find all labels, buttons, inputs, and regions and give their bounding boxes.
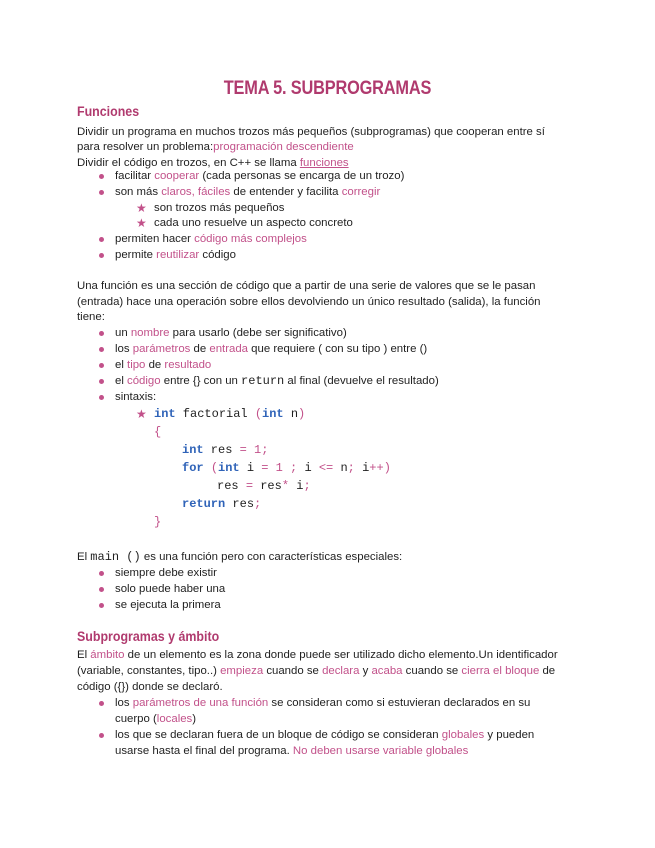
code-span: return xyxy=(241,374,285,388)
highlight-span: código más complejos xyxy=(194,233,307,245)
highlight-span: resultado xyxy=(164,359,212,371)
code-keyword: return xyxy=(182,497,226,511)
text-span: un xyxy=(115,327,131,339)
text-span: el xyxy=(115,359,128,371)
code-line xyxy=(217,479,311,494)
code-number: 1 xyxy=(275,461,283,475)
code-punct: { xyxy=(154,425,162,439)
list-item xyxy=(115,232,307,247)
bullet-icon xyxy=(99,395,104,400)
code-keyword: for xyxy=(182,461,204,475)
text-span: y pueden xyxy=(484,729,535,741)
highlight-span: corregir xyxy=(341,186,381,198)
highlight-span: reutilizar xyxy=(156,249,200,261)
text-span: es una función pero con características especiales: xyxy=(140,551,403,563)
highlight-span: código xyxy=(127,375,161,387)
list-item xyxy=(115,185,380,200)
list-item xyxy=(115,696,530,711)
highlight-span: cierra el bloque xyxy=(461,665,540,677)
highlight-span: entrada xyxy=(209,343,248,355)
highlight-span: locales xyxy=(156,713,193,725)
star-bullet-icon: ★ xyxy=(136,216,147,230)
code-punct: ( xyxy=(210,461,219,475)
code-line xyxy=(154,407,305,422)
text-span: (variable, constantes, tipo..) xyxy=(77,665,221,677)
bullet-icon xyxy=(99,174,104,179)
code-token: i xyxy=(354,461,370,475)
section-heading-subprogramas: Subprogramas y ámbito xyxy=(77,629,220,644)
text-span: de un elemento es la zona donde puede ser utilizado dicho elemento.Un identificador xyxy=(124,649,558,661)
paragraph-line: código ({}) donde se declaró. xyxy=(77,681,223,693)
text-span: el xyxy=(115,375,128,387)
code-token: i xyxy=(289,479,304,493)
code-punct: } xyxy=(154,515,162,529)
bullet-icon xyxy=(99,237,104,242)
list-item xyxy=(115,358,211,373)
text-span: El xyxy=(77,551,91,563)
highlight-span: empieza xyxy=(220,665,264,677)
code-token: res xyxy=(217,479,246,493)
paragraph-line: Una función es una sección de código que a partir de una serie de valores que se le pasan xyxy=(77,280,536,292)
code-token: i xyxy=(239,461,262,475)
code-punct: ; xyxy=(261,443,269,457)
paragraph-line xyxy=(77,550,402,565)
bullet-icon xyxy=(99,701,104,706)
list-item: solo puede haber una xyxy=(115,583,226,595)
code-token xyxy=(204,461,211,475)
list-item xyxy=(115,342,427,357)
code-token xyxy=(247,443,254,457)
code-punct: ; xyxy=(290,461,298,475)
text-span: entre {} con un xyxy=(160,375,242,387)
bullet-icon xyxy=(99,363,104,368)
text-span: los que se declaran fuera de un bloque de código se consideran xyxy=(115,729,442,741)
text-span: código xyxy=(199,249,236,261)
paragraph-line: Dividir un programa en muchos trozos más pequeños (subprogramas) que cooperan entre sí xyxy=(77,126,545,138)
code-keyword: int xyxy=(154,407,176,421)
bullet-icon xyxy=(99,190,104,195)
highlight-span: programación descendiente xyxy=(213,141,354,153)
code-token: res xyxy=(225,497,255,511)
text-span: de xyxy=(190,343,210,355)
list-item: sintaxis: xyxy=(115,391,157,403)
code-operator: * xyxy=(281,479,290,493)
code-punct: ) xyxy=(383,461,391,475)
code-keyword: int xyxy=(218,461,240,475)
text-span: (cada personas se encarga de un trozo) xyxy=(199,170,405,182)
code-operator: <= xyxy=(318,461,334,475)
text-span: para usarlo (debe ser significativo) xyxy=(169,327,347,339)
code-token xyxy=(268,461,275,475)
bullet-icon xyxy=(99,331,104,336)
bullet-icon xyxy=(99,253,104,258)
paragraph-line: (entrada) hace una operación sobre ellos devolviendo un único resultado (salida), la función xyxy=(77,296,541,308)
bullet-icon xyxy=(99,347,104,352)
code-line xyxy=(182,443,268,458)
highlight-span: nombre xyxy=(130,327,170,339)
list-item xyxy=(115,374,439,389)
list-item: siempre debe existir xyxy=(115,567,217,579)
code-line xyxy=(182,497,261,512)
code-keyword: int xyxy=(262,407,284,421)
code-operator: = xyxy=(245,479,254,493)
paragraph-line: tiene: xyxy=(77,311,105,323)
text-span: cuerpo ( xyxy=(115,713,157,725)
bullet-icon xyxy=(99,603,104,608)
text-span: de xyxy=(145,359,165,371)
text-span: que requiere ( con su tipo ) entre () xyxy=(248,343,428,355)
text-span: permiten hacer xyxy=(115,233,195,245)
code-token: i xyxy=(297,461,319,475)
text-span: usarse hasta el final del programa. xyxy=(115,745,293,757)
code-token: factorial xyxy=(175,407,255,421)
paragraph-line xyxy=(77,648,558,663)
list-item-continuation xyxy=(115,712,196,727)
code-number: 1 xyxy=(254,443,262,457)
text-span: facilitar xyxy=(115,170,155,182)
link-funciones[interactable]: funciones xyxy=(299,157,349,169)
text-span: los xyxy=(115,343,133,355)
code-token: n xyxy=(333,461,348,475)
code-keyword: int xyxy=(182,443,204,457)
star-bullet-icon: ★ xyxy=(136,201,147,215)
text-span: y xyxy=(359,665,372,677)
code-line xyxy=(154,425,161,440)
highlight-span: tipo xyxy=(127,359,146,371)
code-line xyxy=(182,461,391,476)
highlight-span: parámetros de una función xyxy=(132,697,269,709)
code-line xyxy=(154,515,161,530)
highlight-span: ámbito xyxy=(90,649,125,661)
bullet-icon xyxy=(99,379,104,384)
page-title: TEMA 5. SUBPROGRAMAS xyxy=(223,78,432,99)
list-item: se ejecuta la primera xyxy=(115,599,221,611)
code-punct: ; xyxy=(347,461,355,475)
paragraph-line xyxy=(77,664,555,679)
paragraph-line xyxy=(77,140,354,155)
highlight-span: claros, fáciles xyxy=(161,186,231,198)
code-punct: ) xyxy=(298,407,306,421)
text-span: se consideran como si estuvieran declarados en su xyxy=(268,697,531,709)
highlight-span: cooperar xyxy=(154,170,200,182)
text-span: El xyxy=(77,649,91,661)
text-span: los xyxy=(115,697,133,709)
code-token: res xyxy=(203,443,240,457)
text-span: permite xyxy=(115,249,157,261)
code-token: n xyxy=(283,407,299,421)
list-item xyxy=(115,728,534,743)
highlight-span: declara xyxy=(322,665,360,677)
highlight-span: parámetros xyxy=(132,343,191,355)
code-punct: ; xyxy=(303,479,311,493)
list-item xyxy=(115,326,347,341)
highlight-span: No deben usarse variable globales xyxy=(292,745,469,757)
code-token: res xyxy=(253,479,282,493)
code-punct: ; xyxy=(254,497,262,511)
sub-list-item: cada uno resuelve un aspecto concreto xyxy=(154,217,353,229)
sub-list-item: son trozos más pequeños xyxy=(154,202,285,214)
text-span: ) xyxy=(192,713,197,725)
code-operator: ++ xyxy=(369,461,384,475)
bullet-icon xyxy=(99,571,104,576)
list-item xyxy=(115,169,404,184)
code-token xyxy=(283,461,290,475)
code-operator: = xyxy=(239,443,247,457)
list-item-continuation xyxy=(115,744,468,759)
highlight-span: globales xyxy=(441,729,485,741)
text-span: de entender y facilita xyxy=(230,186,342,198)
star-bullet-icon: ★ xyxy=(136,407,147,421)
code-span: main () xyxy=(90,550,141,564)
bullet-icon xyxy=(99,587,104,592)
code-operator: = xyxy=(261,461,269,475)
text-span: cuando se xyxy=(402,665,462,677)
text-span: son más xyxy=(115,186,162,198)
bullet-icon xyxy=(99,733,104,738)
text-span: para resolver un problema: xyxy=(77,141,214,153)
text-span: al final (devuelve el resultado) xyxy=(284,375,439,387)
text-span: de xyxy=(539,665,556,677)
text-span: cuando se xyxy=(263,665,323,677)
section-heading-funciones: Funciones xyxy=(77,104,140,119)
highlight-span: acaba xyxy=(371,665,403,677)
code-punct: ( xyxy=(254,407,263,421)
list-item xyxy=(115,248,236,263)
text-span: Dividir el código en trozos, en C++ se llama xyxy=(77,157,300,169)
